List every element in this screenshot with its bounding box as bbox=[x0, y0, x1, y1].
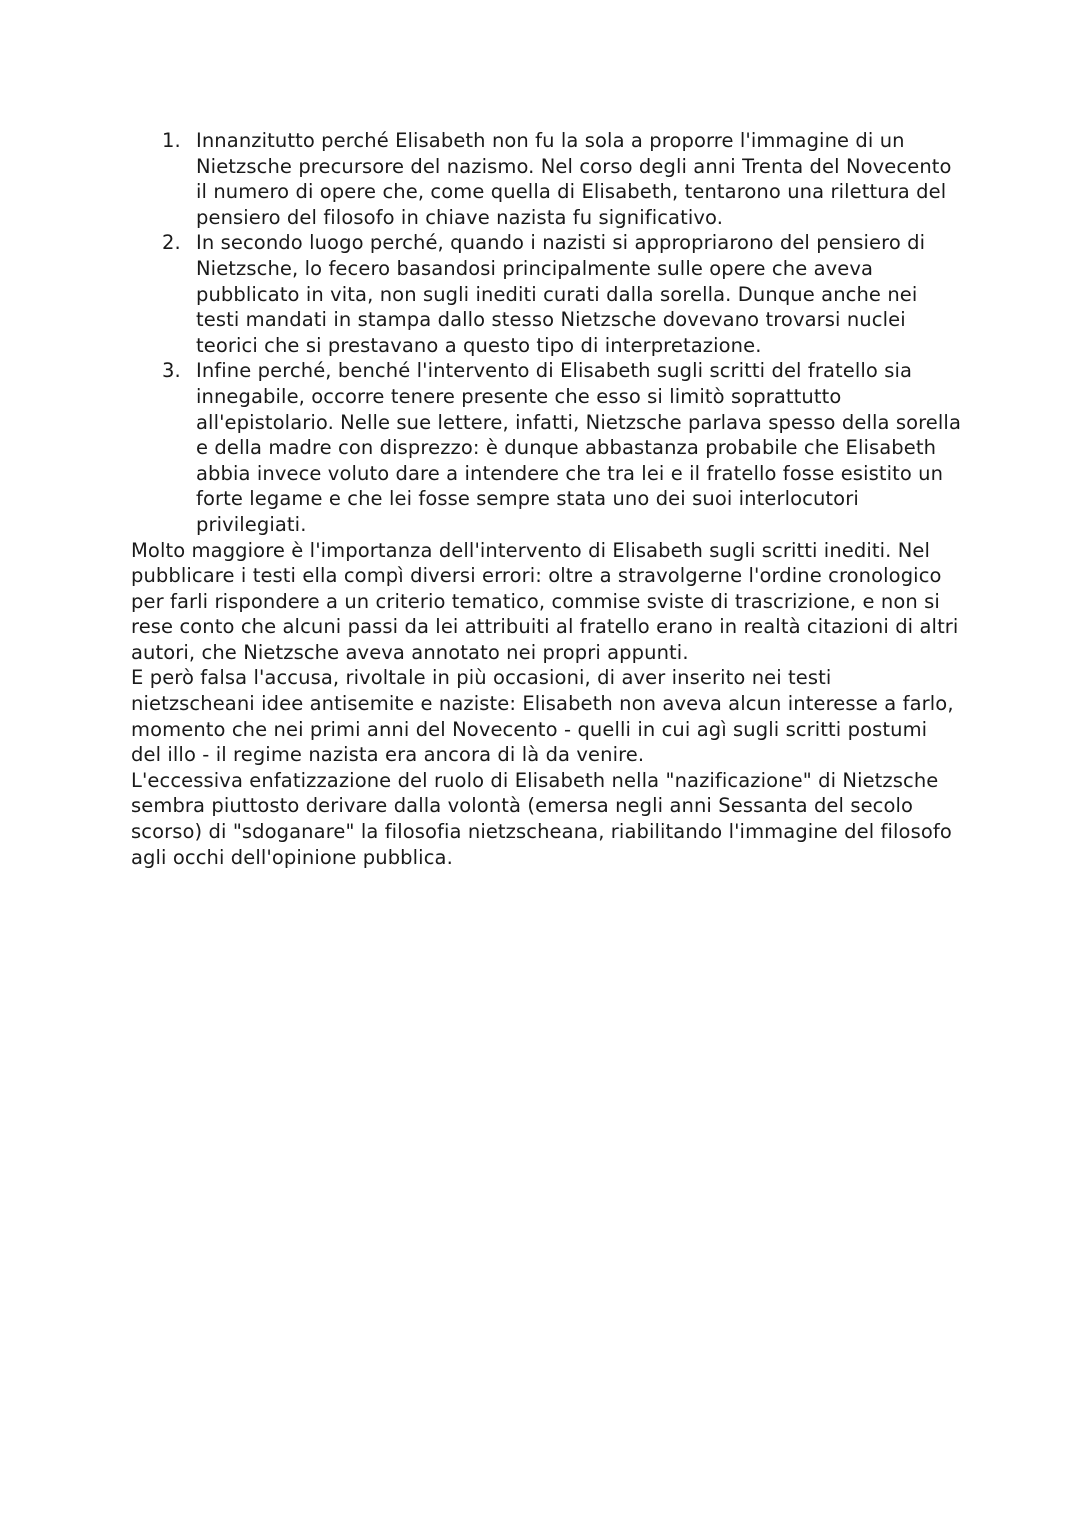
list-item-number: 2. bbox=[162, 231, 181, 255]
list-item-text: In secondo luogo perché, quando i nazisti si appropriarono del pensiero di Nietzsche, lo fecero basandosi principalmente sulle opere che aveva pubblicato in vita, non sugli inediti curati dalla sorella. Dunque anche nei testi mandati in stampa dallo stesso Nietzsche dovevano trovarsi nuclei teorici che si prestavano a questo tipo di interpretazione. bbox=[196, 231, 926, 357]
list-item bbox=[162, 128, 961, 230]
document-body bbox=[131, 128, 961, 870]
paragraph: E però falsa l'accusa, rivoltale in più occasioni, di aver inserito nei testi nietzscheani idee antisemite e naziste: Elisabeth non aveva alcun interesse a farlo, momento che nei primi anni del Novecento - quelli in cui agì sugli scritti postumi del illo - il regime nazista era ancora di là da venire. bbox=[131, 666, 954, 767]
list-item-number: 1. bbox=[162, 129, 181, 152]
list-item-number: 3. bbox=[162, 359, 181, 383]
list-item-text: Innanzitutto perché Elisabeth non fu la sola a proporre l'immagine di un Nietzsche precursore del nazismo. Nel corso degli anni Trenta del Novecento il numero di opere che, come quella di Elisabeth, tentarono una rilettura del pensiero del filosofo in chiave nazista fu significativo. bbox=[196, 129, 952, 229]
list-item bbox=[162, 358, 961, 537]
paragraph: Molto maggiore è l'importanza dell'intervento di Elisabeth sugli scritti inediti. Nel pubblicare i testi ella compì diversi errori: oltre a stravolgerne l'ordine cronologico per farli rispondere a un criterio tematico, commise sviste di trascrizione, e non si rese conto che alcuni passi da lei attribuiti al fratello erano in realtà citazioni di altri autori, che Nietzsche aveva annotato nei propri appunti. bbox=[131, 538, 959, 664]
list-item-text: Infine perché, benché l'intervento di Elisabeth sugli scritti del fratello sia innegabile, occorre tenere presente che esso si limitò soprattutto all'epistolario. Nelle sue lettere, infatti, Nietzsche parlava spesso della sorella e della madre con disprezzo: è dunque abbastanza probabile che Elisabeth abbia invece voluto dare a intendere che tra lei e il fratello fosse esistito un forte legame e che lei fosse sempre stata uno dei suoi interlocutori privilegiati. bbox=[196, 359, 961, 536]
list-item bbox=[162, 230, 961, 358]
numbered-list bbox=[131, 128, 961, 538]
paragraph: L'eccessiva enfatizzazione del ruolo di Elisabeth nella "nazificazione" di Nietzsche sembra piuttosto derivare dalla volontà (emersa negli anni Sessanta del secolo scorso) di "sdoganare" la filosofia nietzscheana, riabilitando l'immagine del filosofo agli occhi dell'opinione pubblica. bbox=[131, 768, 952, 869]
